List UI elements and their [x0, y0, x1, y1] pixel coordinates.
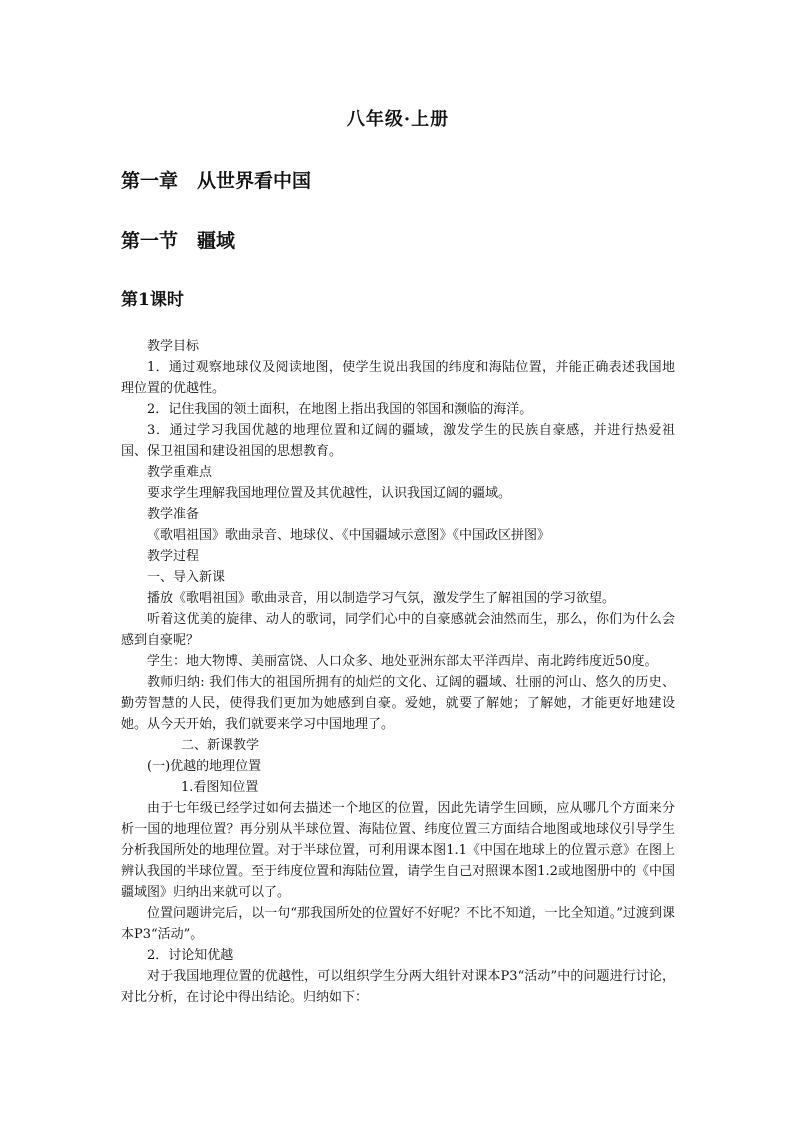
step-new-lesson-heading: 二、新课教学 — [181, 738, 260, 753]
item-discussion: 2．讨论知优越 — [147, 948, 234, 963]
subsection-location-heading: (一)优越的地理位置 — [147, 759, 262, 774]
student-answer: 学生：地大物博、美丽富饶、人口众多、地处亚洲东部太平洋西岸、南北跨纬度近50度。 — [147, 654, 658, 669]
book-title: 八年级·上册 — [346, 109, 450, 130]
document-content — [121, 108, 675, 1008]
lesson-title: 第1课时 — [121, 290, 184, 310]
key-points-text: 要求学生理解我国地理位置及其优越性，认识我国辽阔的疆域。 — [147, 486, 512, 501]
discussion-paragraph: 对于我国地理位置的优越性，可以组织学生分两大组针对课本P3“活动”中的问题进行讨论，对比分析，在讨论中得出结论。归纳如下： — [121, 969, 675, 1005]
section-title: 第一节 疆域 — [121, 230, 236, 252]
heading-preparation: 教学准备 — [147, 507, 200, 522]
heading-teaching-goals: 教学目标 — [147, 339, 200, 354]
lesson-body — [121, 336, 675, 1008]
goal-2: 2．记住我国的领土面积，在地图上指出我国的邻国和濒临的海洋。 — [147, 402, 533, 417]
goal-3: 3．通过学习我国优越的地理位置和辽阔的疆域，激发学生的民族自豪感，并进行热爱祖国、保卫祖国和建设祖国的思想教育。 — [121, 423, 675, 459]
chapter-title: 第一章 从世界看中国 — [121, 170, 312, 192]
item-map-location: 1.看图知位置 — [181, 780, 259, 795]
step-intro-heading: 一、导入新课 — [147, 570, 226, 585]
intro-paragraph-1: 播放《歌唱祖国》歌曲录音，用以制造学习气氛，激发学生了解祖国的学习欲望。 — [147, 591, 616, 606]
location-paragraph: 由于七年级已经学过如何去描述一个地区的位置，因此先请学生回顾，应从哪几个方面来分析一国的地理位置？再分别从半球位置、海陆位置、纬度位置三方面结合地图或地球仪引导学生分析我国所处的地理位置。对于半球位置，可利用课本图1.1《中国在地球上的位置示意》在图上辨认我国的半球位置。至于纬度位置和海陆位置，请学生自己对照课本图1.2或地图册中的《中国疆域图》归纳出来就可以了。 — [121, 801, 675, 900]
teacher-summary: 教师归纳: 我们伟大的祖国所拥有的灿烂的文化、辽阔的疆域、壮丽的河山、悠久的历史、勤劳智慧的人民，使得我们更加为她感到自豪。爱她，就要了解她；了解她，才能更好地建设她。从今天开始，我们就要来学习中国地理了。 — [121, 675, 675, 732]
heading-process: 教学过程 — [147, 549, 200, 564]
transition-paragraph: 位置问题讲完后，以一句“那我国所处的位置好不好呢？不比不知道，一比全知道。”过渡到课本P3“活动”。 — [121, 906, 675, 942]
heading-key-points: 教学重难点 — [147, 465, 213, 480]
preparation-text: 《歌唱祖国》歌曲录音、地球仪、《中国疆域示意图》《中国政区拼图》 — [147, 528, 551, 543]
intro-paragraph-2: 听着这优美的旋律、动人的歌词，同学们心中的自豪感就会油然而生，那么，你们为什么会感到自豪呢？ — [121, 612, 675, 648]
goal-1: 1．通过观察地球仪及阅读地图，使学生说出我国的纬度和海陆位置，并能正确表述我国地理位置的优越性。 — [121, 360, 675, 396]
